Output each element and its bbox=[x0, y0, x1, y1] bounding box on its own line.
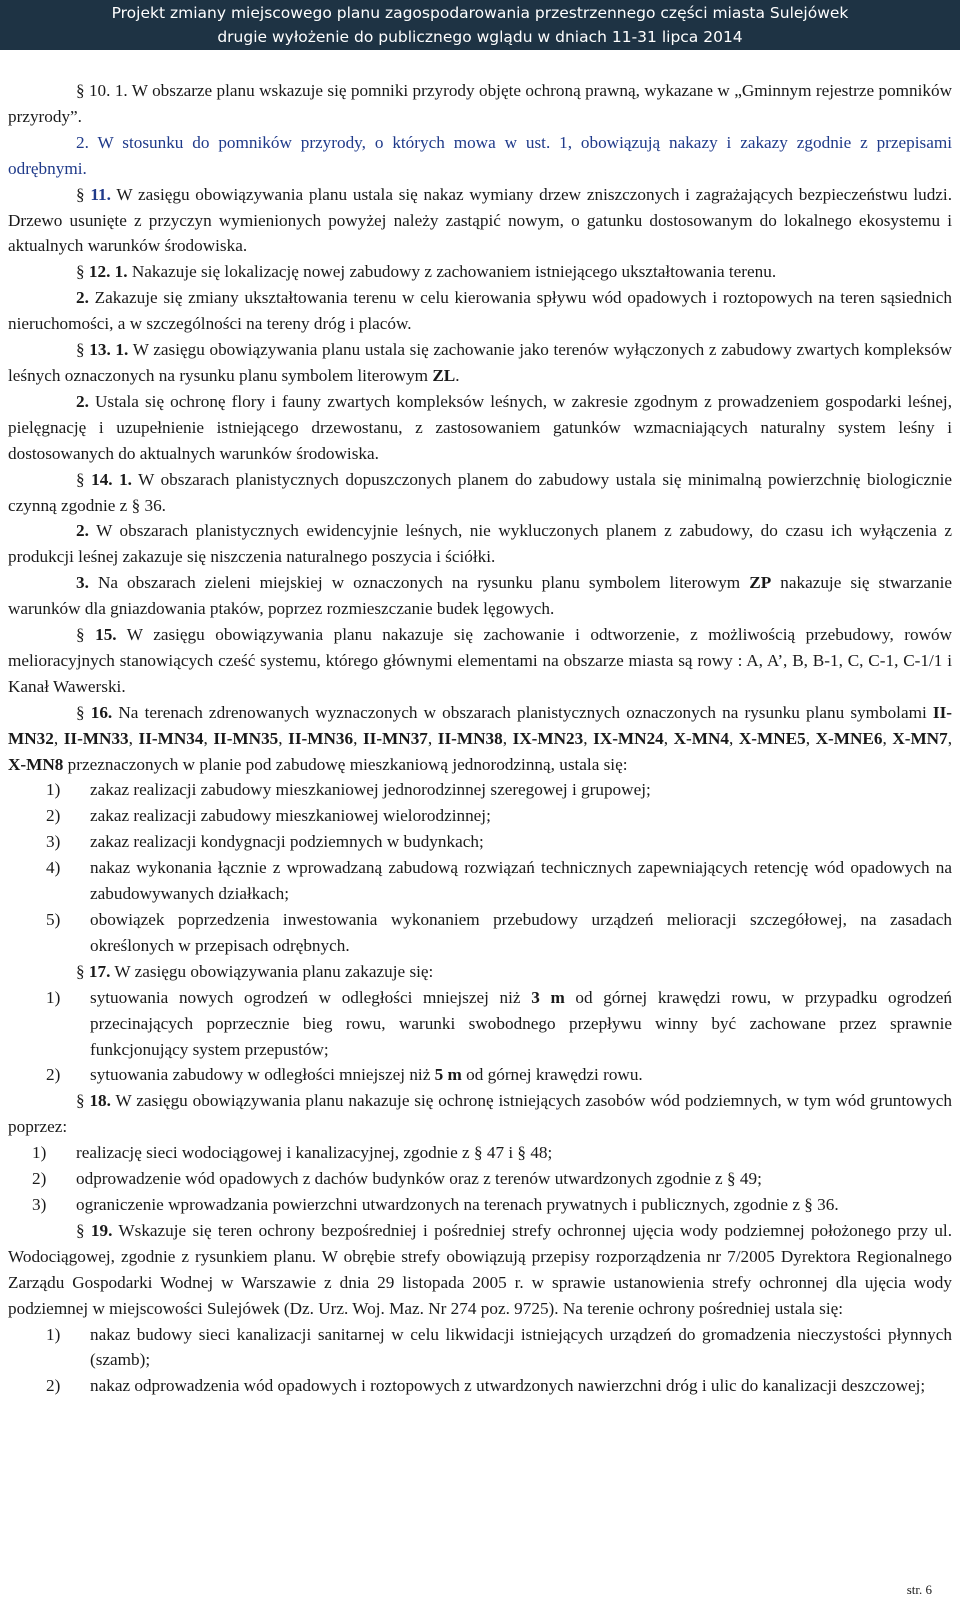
paragraph-text-continued: nakazuje się stwarzanie warunków dla gniazdowania ptaków, poprzez rozmieszczanie budek lęgowych. bbox=[8, 573, 953, 619]
zone-symbol: II-MN36 bbox=[288, 728, 354, 748]
distance-value: 5 m bbox=[434, 1065, 462, 1085]
list-item bbox=[8, 855, 952, 907]
zone-symbol: IX-MN23 bbox=[512, 728, 584, 748]
list-item-number: 1) bbox=[46, 987, 61, 1007]
section-number: 14. 1. bbox=[84, 469, 132, 489]
point-number: 3. bbox=[76, 573, 89, 593]
list-item bbox=[8, 1322, 952, 1374]
separator: , bbox=[353, 728, 363, 748]
paragraph-text: W stosunku do pomników przyrody, o których mowa w ust. 1, obowiązują nakazy i zakazy zgodnie z przepisami odrębnymi. bbox=[8, 132, 952, 178]
punctuation: . bbox=[455, 365, 460, 385]
section-number: 19. bbox=[84, 1220, 113, 1240]
list-item-number: 2) bbox=[32, 1169, 47, 1189]
point-number: 2. bbox=[76, 132, 89, 152]
separator: , bbox=[882, 728, 893, 748]
section-number: 18. bbox=[84, 1091, 111, 1111]
section-sign: § bbox=[76, 625, 85, 645]
section-sign: § bbox=[76, 1091, 85, 1111]
list-item-number: 3) bbox=[46, 832, 61, 852]
zone-symbol: II-MN33 bbox=[63, 728, 129, 748]
paragraph-11 bbox=[8, 182, 952, 260]
header-subtitle: drugie wyłożenie do publicznego wglądu w dniach 11-31 lipca 2014 bbox=[217, 28, 743, 46]
list-item-text: zakaz realizacji kondygnacji podziemnych w budynkach; bbox=[90, 832, 484, 852]
paragraph-14-2 bbox=[8, 518, 952, 570]
section-sign: § bbox=[76, 702, 85, 722]
section-sign: § bbox=[76, 184, 85, 204]
paragraph-10-1 bbox=[8, 78, 952, 130]
paragraph-text: W zasięgu obowiązywania planu nakazuje się ochronę istniejących zasobów wód podziemnych, w tym wód gruntowych poprzez: bbox=[8, 1091, 952, 1137]
paragraph-text: W zasięgu obowiązywania planu ustala się zachowanie jako terenów wyłączonych z zabudowy zwartych kompleksów leśnych oznaczonych na rysunku planu symbolem literowym bbox=[8, 340, 952, 385]
paragraph-17-list bbox=[8, 985, 952, 1089]
separator: , bbox=[729, 728, 739, 748]
paragraph-10-2 bbox=[8, 130, 952, 182]
header-title: Projekt zmiany miejscowego planu zagospodarowania przestrzennego części miasta Sulejówek bbox=[111, 4, 849, 22]
list-item-text: realizację sieci wodociągowej i kanalizacyjnej, zgodnie z § 47 i § 48; bbox=[76, 1143, 553, 1163]
separator: , bbox=[53, 728, 64, 748]
separator: , bbox=[805, 728, 816, 748]
paragraph-15 bbox=[8, 622, 952, 700]
list-item-text: odprowadzenie wód opadowych z dachów budynków oraz z terenów utwardzonych zgodnie z § 49; bbox=[76, 1169, 762, 1189]
section-sign: § bbox=[76, 961, 85, 981]
zone-symbol: II-MN35 bbox=[213, 728, 279, 748]
separator: , bbox=[203, 728, 214, 748]
separator: , bbox=[663, 728, 674, 748]
list-item bbox=[8, 777, 952, 803]
paragraph-19-list bbox=[8, 1322, 952, 1400]
page-number: str. 6 bbox=[906, 1582, 932, 1597]
zone-symbol: X-MNE6 bbox=[815, 728, 883, 748]
list-item-number: 4) bbox=[46, 858, 61, 878]
list-item-number: 2) bbox=[46, 1376, 61, 1396]
text-part: od górnej krawędzi rowu, w przypadku ogrodzeń przecinających poprzecznie bieg rowu, warunki swobodnego przepływu winny być zachowane przez sprawnie funkcjonujący system przepustów; bbox=[90, 987, 952, 1059]
list-item bbox=[8, 907, 952, 959]
section-number: 15. bbox=[84, 625, 117, 645]
zone-symbol: II-MN38 bbox=[437, 728, 503, 748]
list-item-number: 1) bbox=[46, 780, 61, 800]
distance-value: 3 m bbox=[531, 987, 565, 1007]
zone-symbol: X-MNE5 bbox=[738, 728, 806, 748]
list-item bbox=[8, 1166, 952, 1192]
list-item-text: zakaz realizacji zabudowy mieszkaniowej jednorodzinnej szeregowej i grupowej; bbox=[90, 780, 651, 800]
section-number: 17. bbox=[84, 961, 111, 981]
point-number: 2. bbox=[76, 391, 89, 411]
paragraph-text: W zasięgu obowiązywania planu ustala się nakaz wymiany drzew zniszczonych i zagrażających bezpieczeństwu ludzi. Drzewo usunięte z przyczyn wymienionych powyżej należy zastąpić nowym, o gatunku dostosowanym do lokalnego ekosystemu i aktualnych warunków środowiska. bbox=[8, 184, 952, 256]
section-sign: § bbox=[76, 340, 85, 360]
list-item-number: 2) bbox=[46, 806, 61, 826]
zone-symbol: X-MN4 bbox=[673, 728, 730, 748]
paragraph-text: Na obszarach zieleni miejskiej w oznaczonych na rysunku planu symbolem literowym bbox=[88, 573, 750, 593]
list-item bbox=[8, 803, 952, 829]
list-item-text bbox=[90, 985, 952, 1063]
point-number: 2. bbox=[76, 288, 89, 308]
paragraph-text: Na terenach zdrenowanych wyznaczonych w obszarach planistycznych oznaczonych na rysunku planu symbolami bbox=[112, 702, 933, 722]
list-item bbox=[8, 1192, 952, 1218]
list-item bbox=[8, 829, 952, 855]
paragraph-text: Nakazuje się lokalizację nowej zabudowy z zachowaniem istniejącego ukształtowania terenu. bbox=[127, 262, 777, 282]
zone-symbol: II-MN37 bbox=[362, 728, 428, 748]
paragraph-16-list bbox=[8, 777, 952, 958]
text-part: od górnej krawędzi rowu. bbox=[461, 1065, 643, 1085]
document-body bbox=[8, 78, 952, 1399]
document-header-bar bbox=[0, 0, 960, 50]
list-item-number: 3) bbox=[32, 1194, 47, 1214]
list-item bbox=[8, 1373, 952, 1399]
section-number: 12. 1. bbox=[84, 262, 128, 282]
paragraph-19 bbox=[8, 1218, 952, 1322]
list-item-text: nakaz budowy sieci kanalizacji sanitarnej w celu likwidacji istniejących urządzeń do gromadzenia nieczystości płynnych (szamb); bbox=[90, 1324, 952, 1370]
list-item-text: nakaz wykonania łącznie z wprowadzaną zabudową rozwiązań technicznych zapewniających retencję wód opadowych na zabudowywanych działkach; bbox=[90, 858, 952, 904]
list-item-text: ograniczenie wprowadzania powierzchni utwardzonych na terenach prywatnych i publicznych, zgodnie z § 36. bbox=[76, 1194, 839, 1214]
separator: , bbox=[583, 728, 594, 748]
separator: , bbox=[947, 728, 952, 748]
list-item-text: zakaz realizacji zabudowy mieszkaniowej wielorodzinnej; bbox=[90, 806, 491, 826]
zone-symbol: II-MN34 bbox=[138, 728, 204, 748]
paragraph-text: W obszarze planu wskazuje się pomniki przyrody objęte ochroną prawną, wykazane w „Gminnym rejestrze pomników przyrody”. bbox=[8, 81, 952, 126]
paragraph-text: W zasięgu obowiązywania planu nakazuje się zachowanie i odtworzenie, z możliwością przebudowy, rowów melioracyjnych stanowiących cześć systemu, którego głównymi elementami na obszarze miasta są rowy : A, A’, B, B-1, C, C-1, C-1/1 i Kanał Wawerski. bbox=[8, 625, 952, 696]
paragraph-text: W obszarach planistycznych ewidencyjnie leśnych, nie wykluczonych planem z zabudowy, do czasu ich wyłączenia z produkcji leśnej zakazuje się niszczenia naturalnego poszycia i ściółki. bbox=[8, 521, 952, 567]
section-lead: § 10. 1. bbox=[76, 81, 128, 100]
zone-symbol: ZL bbox=[432, 365, 456, 385]
text-part: sytuowania zabudowy w odległości mniejszej niż bbox=[90, 1065, 435, 1085]
paragraph-12-1 bbox=[8, 259, 952, 285]
section-number: 11. bbox=[84, 184, 111, 204]
list-item-text: obowiązek poprzedzenia inwestowania wykonaniem przebudowy urządzeń melioracji szczegółowej, na zasadach określonych w przepisach odrębnych. bbox=[90, 910, 952, 955]
zone-symbol: X-MN8 bbox=[8, 754, 64, 774]
zone-symbol: X-MN7 bbox=[892, 728, 948, 748]
section-number: 13. 1. bbox=[84, 340, 129, 360]
paragraph-text: W zasięgu obowiązywania planu zakazuje się: bbox=[110, 961, 434, 981]
separator: , bbox=[502, 728, 513, 748]
point-number: 2. bbox=[76, 521, 89, 541]
list-item-number: 1) bbox=[46, 1324, 61, 1344]
paragraph-13-1 bbox=[8, 337, 952, 389]
separator: , bbox=[128, 728, 139, 748]
paragraph-18-list bbox=[8, 1140, 952, 1218]
section-sign: § bbox=[76, 469, 85, 489]
section-sign: § bbox=[76, 1220, 85, 1240]
list-item bbox=[8, 985, 952, 1063]
paragraph-text: Zakazuje się zmiany ukształtowania terenu w celu kierowania spływu wód opadowych i roztopowych na teren sąsiednich nieruchomości, a w szczególności na tereny dróg i placów. bbox=[8, 288, 952, 334]
section-number: 16. bbox=[84, 702, 113, 722]
list-item-text bbox=[90, 1062, 952, 1088]
zone-symbol: ZP bbox=[749, 573, 772, 593]
paragraph-14-1 bbox=[8, 467, 952, 519]
paragraph-12-2 bbox=[8, 285, 952, 337]
separator: , bbox=[278, 728, 289, 748]
paragraph-text-continued: przeznaczonych w planie pod zabudowę mieszkaniową jednorodzinną, ustala się: bbox=[63, 754, 628, 774]
list-item-number: 1) bbox=[32, 1143, 47, 1163]
paragraph-17 bbox=[8, 959, 952, 985]
separator: , bbox=[427, 728, 438, 748]
paragraph-16 bbox=[8, 700, 952, 778]
list-item bbox=[8, 1062, 952, 1088]
text-part: sytuowania nowych ogrodzeń w odległości mniejszej niż bbox=[90, 987, 532, 1007]
zone-symbol: II-MN32 bbox=[8, 702, 952, 748]
section-sign: § bbox=[76, 262, 85, 282]
paragraph-text: Ustala się ochronę flory i fauny zwartych kompleksów leśnych, w zakresie zgodnym z prowadzeniem gospodarki leśnej, pielęgnację i uzupełnienie istniejącego drzewostanu, z zastosowaniem gatunków wzmacniających naturalny system leśny i dostosowanych do aktualnych warunków środowiska. bbox=[8, 391, 952, 463]
list-item bbox=[8, 1140, 952, 1166]
paragraph-13-2 bbox=[8, 389, 952, 467]
list-item-number: 5) bbox=[46, 910, 61, 929]
paragraph-text: W obszarach planistycznych dopuszczonych planem do zabudowy ustala się minimalną powierzchnię biologicznie czynną zgodnie z § 36. bbox=[8, 469, 953, 515]
paragraph-14-3 bbox=[8, 570, 952, 622]
list-item-text: nakaz odprowadzenia wód opadowych i roztopowych z utwardzonych nawierzchni dróg i ulic do kanalizacji deszczowej; bbox=[90, 1376, 926, 1396]
paragraph-text: Wskazuje się teren ochrony bezpośredniej i pośredniej strefy ochronnej ujęcia wody podziemnej położonego przy ul. Wodociągowej, zgodnie z rysunkiem planu. W obrębie strefy obowiązują przepisy rozporządzenia nr 7/2005 Dyrektora Regionalnego Zarządu Gospodarki Wodnej w Warszawie z dnia 29 listopada 2005 r. w sprawie ustanowienia strefy ochronnej dla ujęcia wody podziemnej w miejscowości Sulejówek (Dz. Urz. Woj. Maz. Nr 274 poz. 9725). Na terenie ochrony pośredniej ustala się: bbox=[8, 1220, 952, 1318]
zone-symbol: IX-MN24 bbox=[593, 728, 664, 748]
list-item-number: 2) bbox=[46, 1065, 61, 1085]
paragraph-18 bbox=[8, 1088, 952, 1140]
